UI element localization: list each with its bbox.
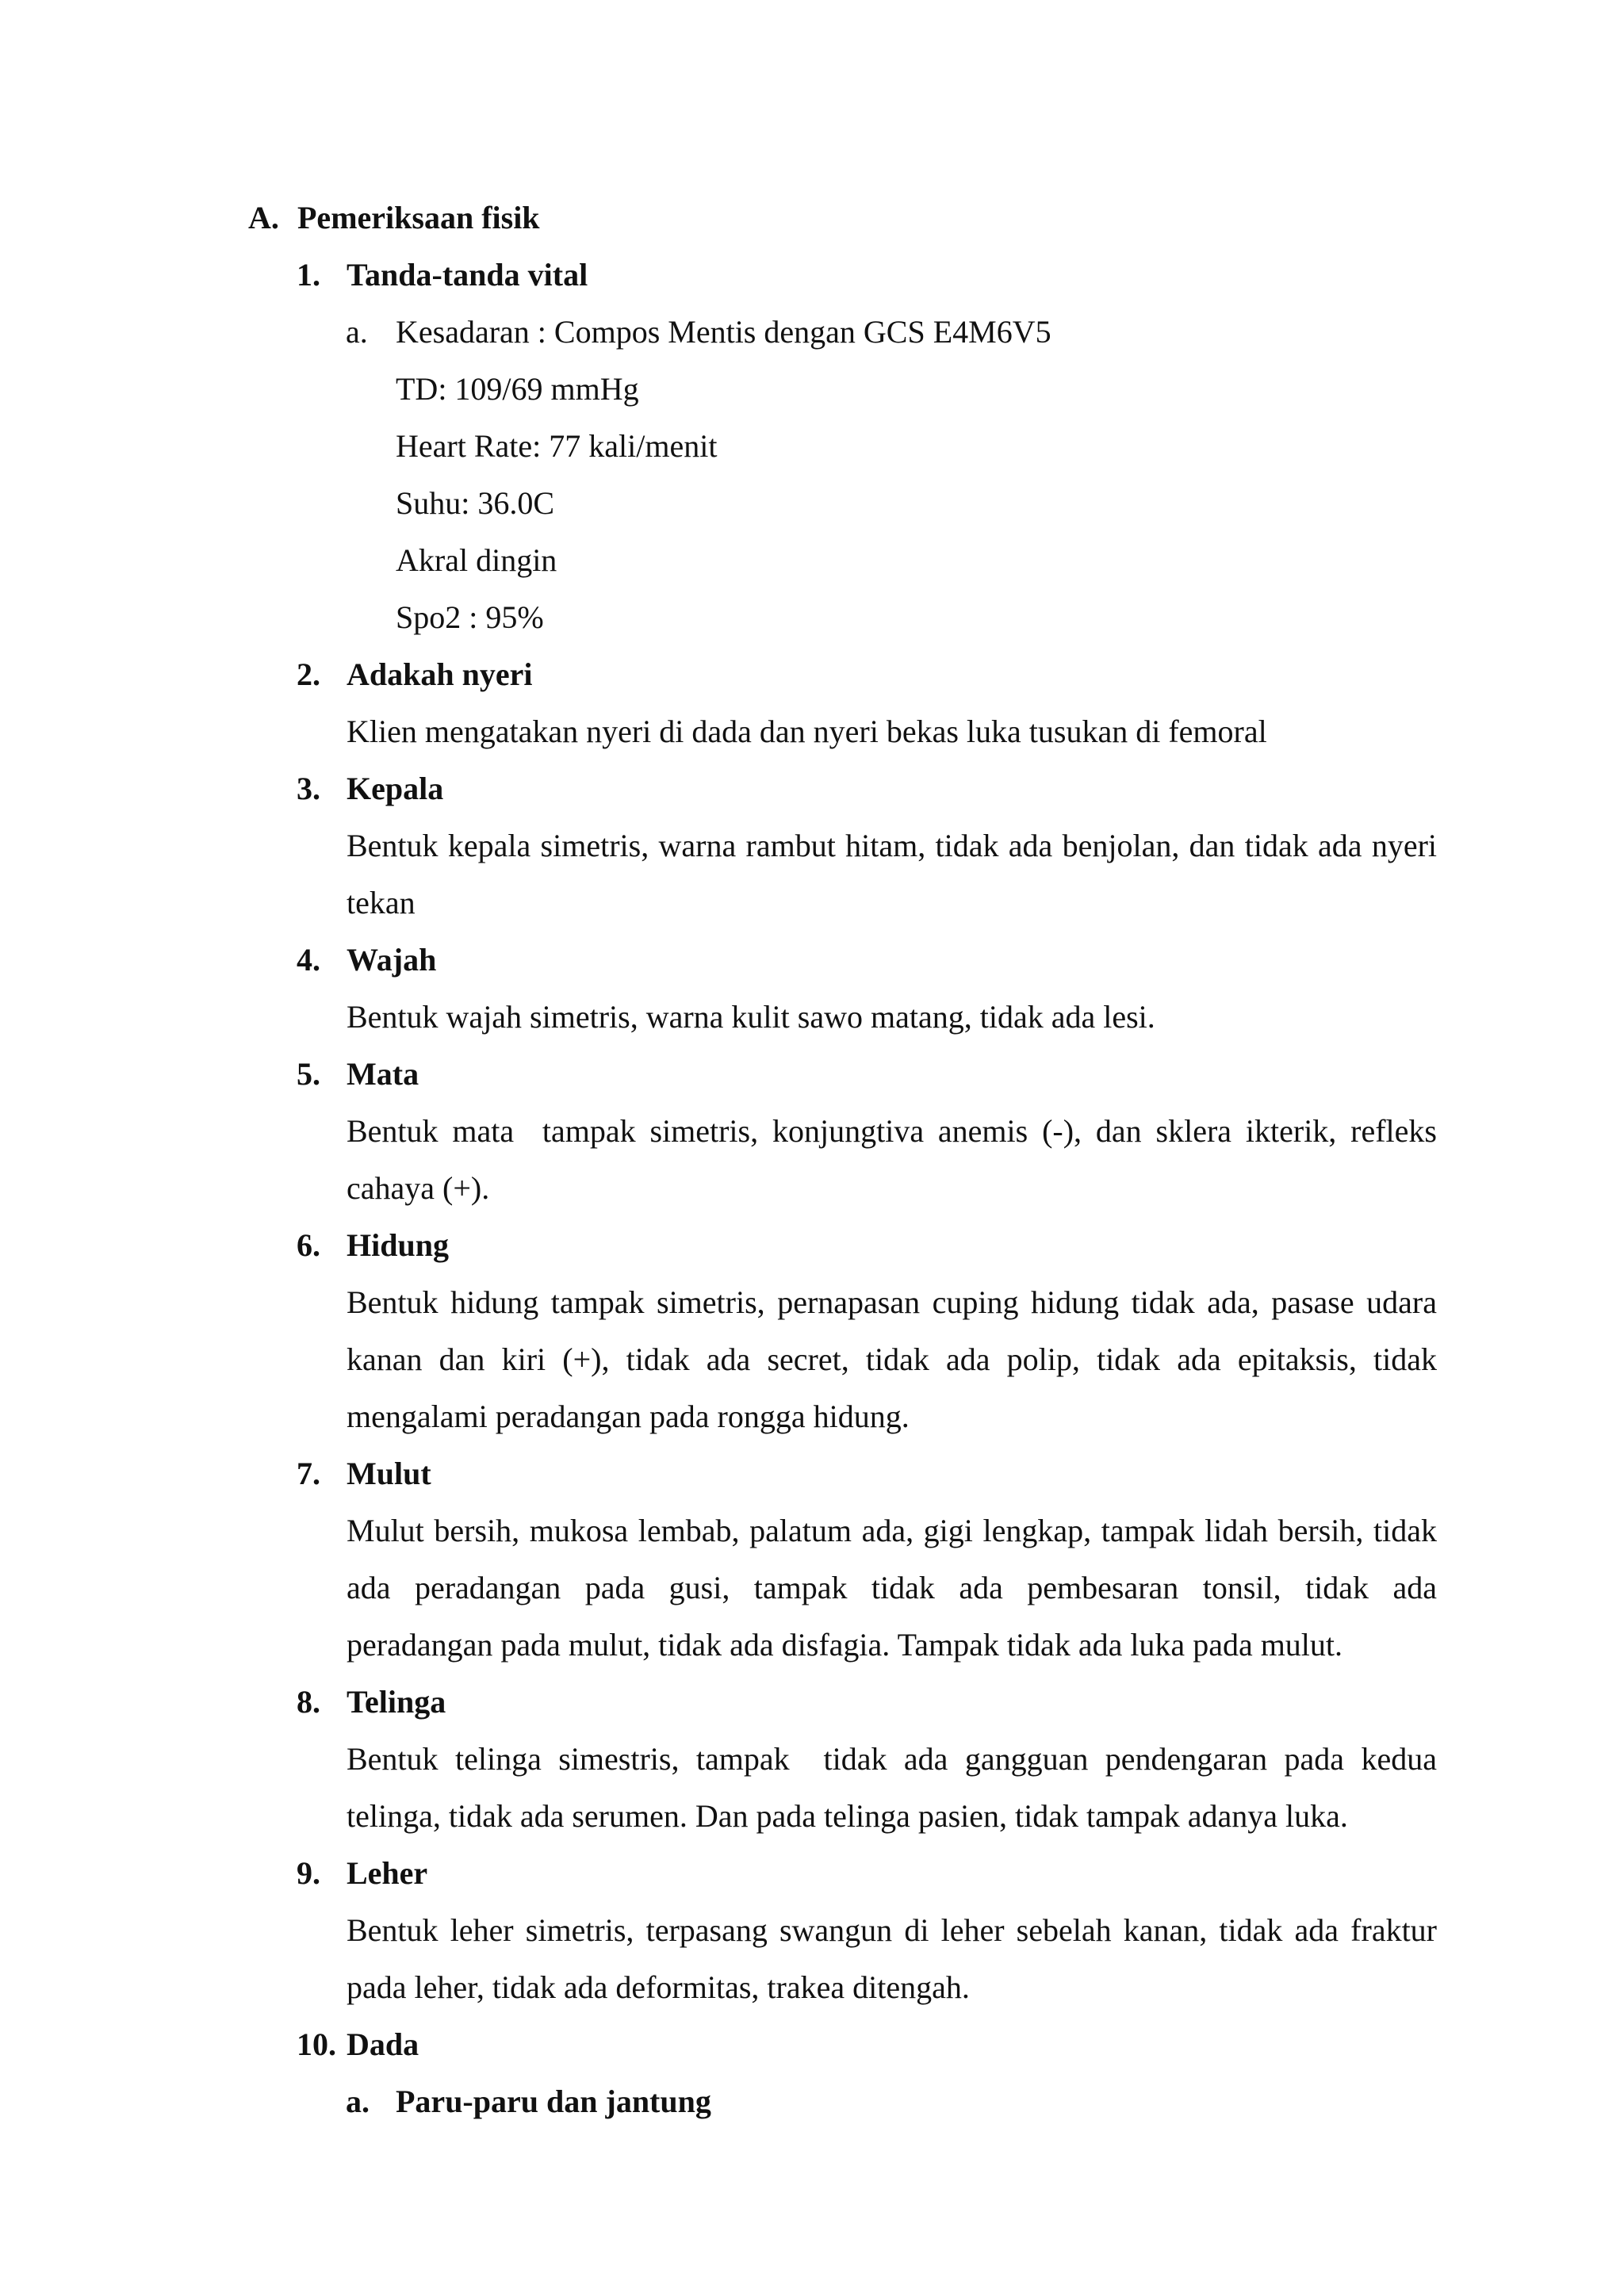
item-4-number: 4. — [297, 942, 320, 978]
hidung-line-3: mengalami peradangan pada rongga hidung. — [347, 1399, 910, 1434]
item-3-number: 3. — [297, 771, 320, 806]
hidung-line-1: Bentuk hidung tampak simetris, pernapasan cuping hidung tidak ada, pasase udara — [347, 1284, 1437, 1320]
vital-spo2: Spo2 : 95% — [396, 599, 544, 635]
item-6-number: 6. — [297, 1227, 320, 1263]
item-9-title: Leher — [347, 1855, 428, 1891]
leher-line-1: Bentuk leher simetris, terpasang swangun di leher sebelah kanan, tidak ada fraktur — [347, 1912, 1437, 1948]
section-title: Pemeriksaan fisik — [297, 200, 540, 235]
vital-akral: Akral dingin — [396, 542, 557, 578]
item-5-title: Mata — [347, 1056, 419, 1092]
dada-sub-marker: a. — [346, 2084, 370, 2119]
vital-sub-marker: a. — [346, 314, 368, 350]
kepala-line-1: Bentuk kepala simetris, warna rambut hitam, tidak ada benjolan, dan tidak ada nyeri — [347, 828, 1437, 863]
item-3-title: Kepala — [347, 771, 444, 806]
wajah-line-1: Bentuk wajah simetris, warna kulit sawo matang, tidak ada lesi. — [347, 999, 1155, 1035]
hidung-line-2: kanan dan kiri (+), tidak ada secret, tidak ada polip, tidak ada epitaksis, tidak — [347, 1341, 1437, 1377]
mulut-line-3: peradangan pada mulut, tidak ada disfagia. Tampak tidak ada luka pada mulut. — [347, 1627, 1343, 1663]
section-marker: A. — [248, 200, 279, 235]
item-1-number: 1. — [297, 257, 320, 293]
item-6-title: Hidung — [347, 1227, 449, 1263]
item-8-number: 8. — [297, 1684, 320, 1720]
telinga-line-2: telinga, tidak ada serumen. Dan pada telinga pasien, tidak tampak adanya luka. — [347, 1798, 1348, 1834]
mulut-line-1: Mulut bersih, mukosa lembab, palatum ada, gigi lengkap, tampak lidah bersih, tidak — [347, 1513, 1437, 1548]
dada-sub-title: Paru-paru dan jantung — [396, 2084, 711, 2119]
vital-kesadaran: Kesadaran : Compos Mentis dengan GCS E4M6V5 — [396, 314, 1051, 350]
item-2-title: Adakah nyeri — [347, 656, 533, 692]
mata-line-2: cahaya (+). — [347, 1170, 490, 1206]
item-2-number: 2. — [297, 656, 320, 692]
item-10-number: 10. — [297, 2026, 336, 2062]
item-7-title: Mulut — [347, 1456, 431, 1491]
item-9-number: 9. — [297, 1855, 320, 1891]
vital-suhu: Suhu: 36.0C — [396, 485, 555, 521]
telinga-line-1: Bentuk telinga simestris, tampak tidak ada gangguan pendengaran pada kedua — [347, 1741, 1437, 1777]
item-8-title: Telinga — [347, 1684, 446, 1720]
nyeri-text: Klien mengatakan nyeri di dada dan nyeri bekas luka tusukan di femoral — [347, 714, 1267, 749]
vital-heart-rate: Heart Rate: 77 kali/menit — [396, 428, 718, 464]
item-4-title: Wajah — [347, 942, 437, 978]
item-7-number: 7. — [297, 1456, 320, 1491]
item-5-number: 5. — [297, 1056, 320, 1092]
kepala-line-2: tekan — [347, 885, 416, 920]
mata-line-1: Bentuk mata tampak simetris, konjungtiva anemis (-), dan sklera ikterik, refleks — [347, 1113, 1437, 1149]
item-10-title: Dada — [347, 2026, 419, 2062]
leher-line-2: pada leher, tidak ada deformitas, trakea ditengah. — [347, 1969, 970, 2005]
mulut-line-2: ada peradangan pada gusi, tampak tidak ada pembesaran tonsil, tidak ada — [347, 1570, 1437, 1605]
item-1-title: Tanda-tanda vital — [347, 257, 588, 293]
vital-td: TD: 109/69 mmHg — [396, 371, 639, 407]
